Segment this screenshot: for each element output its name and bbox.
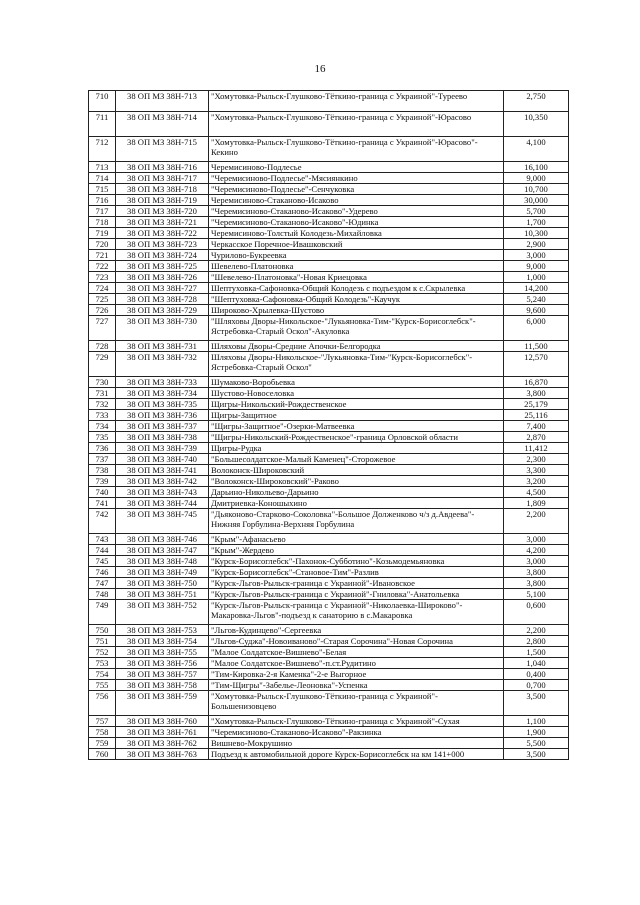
table-row — [89, 454, 569, 465]
road-length-cell: 16,100 — [504, 162, 569, 173]
road-code-cell: 38 ОП МЗ 38Н-735 — [116, 399, 209, 410]
table-row — [89, 727, 569, 738]
row-number-cell: 710 — [89, 91, 116, 112]
table-row — [89, 578, 569, 589]
road-name-cell: Шептуховка-Сафоновка-Общий Колодезь с подъездом к с.Скрылевка — [209, 283, 504, 294]
road-code-cell: 38 ОП МЗ 38Н-736 — [116, 410, 209, 421]
road-length-cell: 3,000 — [504, 556, 569, 567]
row-number-cell: 713 — [89, 162, 116, 173]
road-length-cell: 9,000 — [504, 261, 569, 272]
road-code-cell: 38 ОП МЗ 38Н-738 — [116, 432, 209, 443]
road-code-cell: 38 ОП МЗ 38Н-721 — [116, 217, 209, 228]
table-row — [89, 636, 569, 647]
road-name-cell: "Крым"-Афанасьево — [209, 534, 504, 545]
road-code-cell: 38 ОП МЗ 38Н-739 — [116, 443, 209, 454]
road-name-cell: Дмитриевка-Коношыхино — [209, 498, 504, 509]
road-code-cell: 38 ОП МЗ 38Н-716 — [116, 162, 209, 173]
road-code-cell: 38 ОП МЗ 38Н-718 — [116, 184, 209, 195]
row-number-cell: 731 — [89, 388, 116, 399]
road-length-cell: 0,600 — [504, 600, 569, 625]
table-row — [89, 305, 569, 316]
road-length-cell: 3,500 — [504, 691, 569, 716]
roads-table — [88, 90, 569, 760]
road-length-cell: 1,900 — [504, 727, 569, 738]
road-name-cell: Вишнево-Мокрушино — [209, 738, 504, 749]
road-length-cell: 5,700 — [504, 206, 569, 217]
roads-table-body — [89, 91, 569, 760]
road-name-cell: "Хомутовка-Рыльск-Глушково-Тёткино-граница с Украиной"-Большенизовцево — [209, 691, 504, 716]
road-length-cell: 7,400 — [504, 421, 569, 432]
table-row — [89, 250, 569, 261]
road-length-cell: 3,800 — [504, 388, 569, 399]
road-name-cell: Волоконск-Широковский — [209, 465, 504, 476]
row-number-cell: 758 — [89, 727, 116, 738]
row-number-cell: 717 — [89, 206, 116, 217]
road-name-cell: "Малое Солдатское-Вишнево"-Белая — [209, 647, 504, 658]
road-name-cell: "Льгов-Кудинцево"-Сергеевка — [209, 625, 504, 636]
road-code-cell: 38 ОП МЗ 38Н-747 — [116, 545, 209, 556]
row-number-cell: 724 — [89, 283, 116, 294]
table-row — [89, 680, 569, 691]
road-code-cell: 38 ОП МЗ 38Н-751 — [116, 589, 209, 600]
road-length-cell: 9,600 — [504, 305, 569, 316]
table-row — [89, 421, 569, 432]
road-code-cell: 38 ОП МЗ 38Н-753 — [116, 625, 209, 636]
table-row — [89, 112, 569, 137]
table-row — [89, 647, 569, 658]
row-number-cell: 711 — [89, 112, 116, 137]
road-name-cell: "Курск-Льгов-Рыльск-граница с Украиной"-Николаевка-Широково"-Макаровка-Льгов"-подъезд к санаторию в с.Макаровка — [209, 600, 504, 625]
road-name-cell: "Щигры-Защитное"-Озерки-Матвеевка — [209, 421, 504, 432]
road-code-cell: 38 ОП МЗ 38Н-745 — [116, 509, 209, 534]
row-number-cell: 745 — [89, 556, 116, 567]
row-number-cell: 757 — [89, 716, 116, 727]
row-number-cell: 740 — [89, 487, 116, 498]
road-length-cell: 1,700 — [504, 217, 569, 228]
road-code-cell: 38 ОП МЗ 38Н-757 — [116, 669, 209, 680]
road-length-cell: 4,500 — [504, 487, 569, 498]
road-length-cell: 5,240 — [504, 294, 569, 305]
table-row — [89, 658, 569, 669]
road-name-cell: "Шевелево-Платоновка"-Новая Криецовка — [209, 272, 504, 283]
row-number-cell: 729 — [89, 352, 116, 377]
table-row — [89, 545, 569, 556]
table-row — [89, 137, 569, 162]
road-code-cell: 38 ОП МЗ 38Н-728 — [116, 294, 209, 305]
table-row — [89, 625, 569, 636]
road-name-cell: "Курск-Борисоглебск"-Становое-Тим"-Разлив — [209, 567, 504, 578]
road-code-cell: 38 ОП МЗ 38Н-727 — [116, 283, 209, 294]
road-length-cell: 2,870 — [504, 432, 569, 443]
road-length-cell: 5,500 — [504, 738, 569, 749]
row-number-cell: 722 — [89, 261, 116, 272]
road-code-cell: 38 ОП МЗ 38Н-759 — [116, 691, 209, 716]
road-name-cell: "Хомутовка-Рыльск-Глушково-Тёткино-граница с Украиной"-Юрасово"-Кекино — [209, 137, 504, 162]
row-number-cell: 760 — [89, 749, 116, 760]
row-number-cell: 723 — [89, 272, 116, 283]
road-code-cell: 38 ОП МЗ 38Н-755 — [116, 647, 209, 658]
road-name-cell: "Хомутовка-Рыльск-Глушково-Тёткино-граница с Украиной"-Юрасово — [209, 112, 504, 137]
road-length-cell: 2,300 — [504, 454, 569, 465]
road-name-cell: "Курск-Борисоглебск"-Пахонок-Субботино"-Козьмодемьяновка — [209, 556, 504, 567]
road-length-cell: 6,000 — [504, 316, 569, 341]
road-length-cell: 1,809 — [504, 498, 569, 509]
road-code-cell: 38 ОП МЗ 38Н-740 — [116, 454, 209, 465]
road-length-cell: 2,800 — [504, 636, 569, 647]
road-code-cell: 38 ОП МЗ 38Н-713 — [116, 91, 209, 112]
row-number-cell: 727 — [89, 316, 116, 341]
road-length-cell: 11,412 — [504, 443, 569, 454]
road-code-cell: 38 ОП МЗ 38Н-723 — [116, 239, 209, 250]
road-length-cell: 2,750 — [504, 91, 569, 112]
road-name-cell: "Большесолдатское-Малый Каменец"-Сторожевое — [209, 454, 504, 465]
road-name-cell: Подъезд к автомобильной дороге Курск-Борисоглебск на км 141+000 — [209, 749, 504, 760]
table-row — [89, 388, 569, 399]
road-name-cell: "Черемисиново-Подлесье"-Мясиянкино — [209, 173, 504, 184]
table-row — [89, 556, 569, 567]
road-code-cell: 38 ОП МЗ 38Н-743 — [116, 487, 209, 498]
road-name-cell: Шляховы Дворы-Никольское-"Лукьяновка-Тим-"Курск-Борисоглебск"-Ястребовка-Старый Оскол" — [209, 352, 504, 377]
road-length-cell: 4,200 — [504, 545, 569, 556]
road-name-cell: "Тим-Кировка-2-я Каменка"-2-е Выгорное — [209, 669, 504, 680]
road-code-cell: 38 ОП МЗ 38Н-742 — [116, 476, 209, 487]
road-code-cell: 38 ОП МЗ 38Н-719 — [116, 195, 209, 206]
road-code-cell: 38 ОП МЗ 38Н-714 — [116, 112, 209, 137]
table-row — [89, 195, 569, 206]
road-code-cell: 38 ОП МЗ 38Н-741 — [116, 465, 209, 476]
road-name-cell: "Крым"-Жердево — [209, 545, 504, 556]
row-number-cell: 734 — [89, 421, 116, 432]
table-row — [89, 738, 569, 749]
road-code-cell: 38 ОП МЗ 38Н-756 — [116, 658, 209, 669]
table-row — [89, 432, 569, 443]
row-number-cell: 720 — [89, 239, 116, 250]
road-length-cell: 10,350 — [504, 112, 569, 137]
road-name-cell: Шумаково-Воробьевка — [209, 377, 504, 388]
table-row — [89, 283, 569, 294]
road-name-cell: "Малое Солдатское-Вишнево"-п.ст.Рудитино — [209, 658, 504, 669]
table-row — [89, 669, 569, 680]
table-row — [89, 534, 569, 545]
road-code-cell: 38 ОП МЗ 38Н-744 — [116, 498, 209, 509]
road-length-cell: 9,000 — [504, 173, 569, 184]
table-row — [89, 589, 569, 600]
table-row — [89, 377, 569, 388]
road-code-cell: 38 ОП МЗ 38Н-746 — [116, 534, 209, 545]
road-code-cell: 38 ОП МЗ 38Н-715 — [116, 137, 209, 162]
road-name-cell: Щигры-Рудка — [209, 443, 504, 454]
road-name-cell: Шляховы Дворы-Средние Апочки-Белгородка — [209, 341, 504, 352]
road-length-cell: 14,200 — [504, 283, 569, 294]
road-length-cell: 25,179 — [504, 399, 569, 410]
row-number-cell: 738 — [89, 465, 116, 476]
table-row — [89, 352, 569, 377]
road-name-cell: Черемисиново-Подлесье — [209, 162, 504, 173]
row-number-cell: 726 — [89, 305, 116, 316]
row-number-cell: 714 — [89, 173, 116, 184]
road-name-cell: Черкасское Поречное-Ивашковский — [209, 239, 504, 250]
road-name-cell: "Волоконск-Широковский"-Раково — [209, 476, 504, 487]
road-length-cell: 3,800 — [504, 578, 569, 589]
road-name-cell: Шевелево-Платоновка — [209, 261, 504, 272]
road-name-cell: "Дьяконово-Старково-Соколовка"-Большое Долженково ч/з д.Авдеева"-Нижняя Горбулина-Верхняя Горбулина — [209, 509, 504, 534]
road-length-cell: 3,200 — [504, 476, 569, 487]
row-number-cell: 750 — [89, 625, 116, 636]
road-name-cell: "Черемисиново-Подлесье"-Сенчуковка — [209, 184, 504, 195]
road-length-cell: 1,000 — [504, 272, 569, 283]
row-number-cell: 721 — [89, 250, 116, 261]
row-number-cell: 735 — [89, 432, 116, 443]
table-row — [89, 206, 569, 217]
row-number-cell: 754 — [89, 669, 116, 680]
row-number-cell: 755 — [89, 680, 116, 691]
row-number-cell: 725 — [89, 294, 116, 305]
road-name-cell: Щигры-Никольский-Рождественское — [209, 399, 504, 410]
road-name-cell: "Черемисиново-Стаканово-Исаково"-Удерево — [209, 206, 504, 217]
road-length-cell: 3,500 — [504, 749, 569, 760]
road-code-cell: 38 ОП МЗ 38Н-730 — [116, 316, 209, 341]
table-row — [89, 410, 569, 421]
road-name-cell: "Льгов-Суджа"-Новоиваново"-Старая Сорочина"-Новая Сорочина — [209, 636, 504, 647]
road-length-cell: 3,300 — [504, 465, 569, 476]
row-number-cell: 712 — [89, 137, 116, 162]
road-name-cell: Шустово-Новоселовка — [209, 388, 504, 399]
row-number-cell: 746 — [89, 567, 116, 578]
road-code-cell: 38 ОП МЗ 38Н-720 — [116, 206, 209, 217]
table-row — [89, 162, 569, 173]
table-row — [89, 228, 569, 239]
road-length-cell: 2,200 — [504, 509, 569, 534]
road-length-cell: 3,000 — [504, 534, 569, 545]
road-name-cell: "Черемисиново-Стаканово-Исаково"-Юдинка — [209, 217, 504, 228]
road-length-cell: 10,700 — [504, 184, 569, 195]
road-code-cell: 38 ОП МЗ 38Н-732 — [116, 352, 209, 377]
row-number-cell: 736 — [89, 443, 116, 454]
row-number-cell: 744 — [89, 545, 116, 556]
row-number-cell: 743 — [89, 534, 116, 545]
row-number-cell: 752 — [89, 647, 116, 658]
road-code-cell: 38 ОП МЗ 38Н-726 — [116, 272, 209, 283]
table-row — [89, 498, 569, 509]
row-number-cell: 728 — [89, 341, 116, 352]
row-number-cell: 733 — [89, 410, 116, 421]
road-code-cell: 38 ОП МЗ 38Н-749 — [116, 567, 209, 578]
road-name-cell: "Черемисиново-Стаканово-Исаково"-Ракзинка — [209, 727, 504, 738]
road-name-cell: "Шляховы Дворы-Никольское-"Лукьяновка-Тим-"Курск-Борисоглебск"-Ястребовка-Старый Оскол"-Акуловка — [209, 316, 504, 341]
table-row — [89, 567, 569, 578]
row-number-cell: 759 — [89, 738, 116, 749]
road-name-cell: "Хомутовка-Рыльск-Глушково-Тёткино-граница с Украиной"-Туреево — [209, 91, 504, 112]
table-row — [89, 399, 569, 410]
road-code-cell: 38 ОП МЗ 38Н-750 — [116, 578, 209, 589]
table-row — [89, 600, 569, 625]
table-row — [89, 217, 569, 228]
road-code-cell: 38 ОП МЗ 38Н-760 — [116, 716, 209, 727]
row-number-cell: 756 — [89, 691, 116, 716]
road-name-cell: Черемисиново-Толстый Колодезь-Михайловка — [209, 228, 504, 239]
row-number-cell: 747 — [89, 578, 116, 589]
row-number-cell: 739 — [89, 476, 116, 487]
road-length-cell: 10,300 — [504, 228, 569, 239]
row-number-cell: 737 — [89, 454, 116, 465]
row-number-cell: 751 — [89, 636, 116, 647]
table-row — [89, 294, 569, 305]
road-length-cell: 25,116 — [504, 410, 569, 421]
road-name-cell: Дарьино-Никольево-Дарьино — [209, 487, 504, 498]
table-row — [89, 716, 569, 727]
road-code-cell: 38 ОП МЗ 38Н-717 — [116, 173, 209, 184]
road-length-cell: 30,000 — [504, 195, 569, 206]
table-row — [89, 443, 569, 454]
road-code-cell: 38 ОП МЗ 38Н-722 — [116, 228, 209, 239]
road-code-cell: 38 ОП МЗ 38Н-754 — [116, 636, 209, 647]
table-row — [89, 261, 569, 272]
table-row — [89, 341, 569, 352]
row-number-cell: 719 — [89, 228, 116, 239]
row-number-cell: 742 — [89, 509, 116, 534]
road-code-cell: 38 ОП МЗ 38Н-758 — [116, 680, 209, 691]
road-name-cell: "Щигры-Никольский-Рождественское"-граница Орловской области — [209, 432, 504, 443]
table-row — [89, 691, 569, 716]
road-length-cell: 5,100 — [504, 589, 569, 600]
road-code-cell: 38 ОП МЗ 38Н-762 — [116, 738, 209, 749]
row-number-cell: 718 — [89, 217, 116, 228]
road-length-cell: 2,900 — [504, 239, 569, 250]
table-row — [89, 316, 569, 341]
table-row — [89, 465, 569, 476]
road-name-cell: Широково-Хрылевка-Шустово — [209, 305, 504, 316]
road-name-cell: Щигры-Защитное — [209, 410, 504, 421]
road-length-cell: 1,500 — [504, 647, 569, 658]
road-code-cell: 38 ОП МЗ 38Н-731 — [116, 341, 209, 352]
row-number-cell: 730 — [89, 377, 116, 388]
road-length-cell: 16,870 — [504, 377, 569, 388]
road-code-cell: 38 ОП МЗ 38Н-733 — [116, 377, 209, 388]
table-row — [89, 184, 569, 195]
road-length-cell: 4,100 — [504, 137, 569, 162]
road-code-cell: 38 ОП МЗ 38Н-752 — [116, 600, 209, 625]
table-row — [89, 487, 569, 498]
road-length-cell: 2,200 — [504, 625, 569, 636]
row-number-cell: 732 — [89, 399, 116, 410]
road-code-cell: 38 ОП МЗ 38Н-763 — [116, 749, 209, 760]
row-number-cell: 749 — [89, 600, 116, 625]
road-code-cell: 38 ОП МЗ 38Н-748 — [116, 556, 209, 567]
road-name-cell: "Курск-Льгов-Рыльск-граница с Украиной"-Гниловка"-Анатольевка — [209, 589, 504, 600]
row-number-cell: 753 — [89, 658, 116, 669]
page-number: 16 — [314, 63, 326, 75]
road-name-cell: "Хомутовка-Рыльск-Глушково-Тёткино-граница с Украиной"-Сухая — [209, 716, 504, 727]
row-number-cell: 716 — [89, 195, 116, 206]
road-length-cell: 1,040 — [504, 658, 569, 669]
row-number-cell: 748 — [89, 589, 116, 600]
table-row — [89, 91, 569, 112]
road-length-cell: 3,800 — [504, 567, 569, 578]
road-name-cell: "Курск-Льгов-Рыльск-граница с Украиной"-Ивановское — [209, 578, 504, 589]
road-length-cell: 0,400 — [504, 669, 569, 680]
road-code-cell: 38 ОП МЗ 38Н-725 — [116, 261, 209, 272]
table-row — [89, 272, 569, 283]
road-code-cell: 38 ОП МЗ 38Н-761 — [116, 727, 209, 738]
road-name-cell: "Шептуховка-Сафоновка-Общий Колодезь"-Каучук — [209, 294, 504, 305]
road-length-cell: 1,100 — [504, 716, 569, 727]
road-code-cell: 38 ОП МЗ 38Н-737 — [116, 421, 209, 432]
table-row — [89, 239, 569, 250]
road-length-cell: 0,700 — [504, 680, 569, 691]
road-code-cell: 38 ОП МЗ 38Н-729 — [116, 305, 209, 316]
table-row — [89, 476, 569, 487]
road-code-cell: 38 ОП МЗ 38Н-734 — [116, 388, 209, 399]
road-name-cell: Черемисиново-Стаканово-Исаково — [209, 195, 504, 206]
road-length-cell: 12,570 — [504, 352, 569, 377]
table-row — [89, 749, 569, 760]
road-name-cell: Чурилово-Букреевка — [209, 250, 504, 261]
table-row — [89, 173, 569, 184]
road-length-cell: 3,000 — [504, 250, 569, 261]
table-row — [89, 509, 569, 534]
road-code-cell: 38 ОП МЗ 38Н-724 — [116, 250, 209, 261]
road-name-cell: "Тим-Щигры"-Забелье-Леоновка"-Успенка — [209, 680, 504, 691]
road-length-cell: 11,500 — [504, 341, 569, 352]
row-number-cell: 741 — [89, 498, 116, 509]
row-number-cell: 715 — [89, 184, 116, 195]
